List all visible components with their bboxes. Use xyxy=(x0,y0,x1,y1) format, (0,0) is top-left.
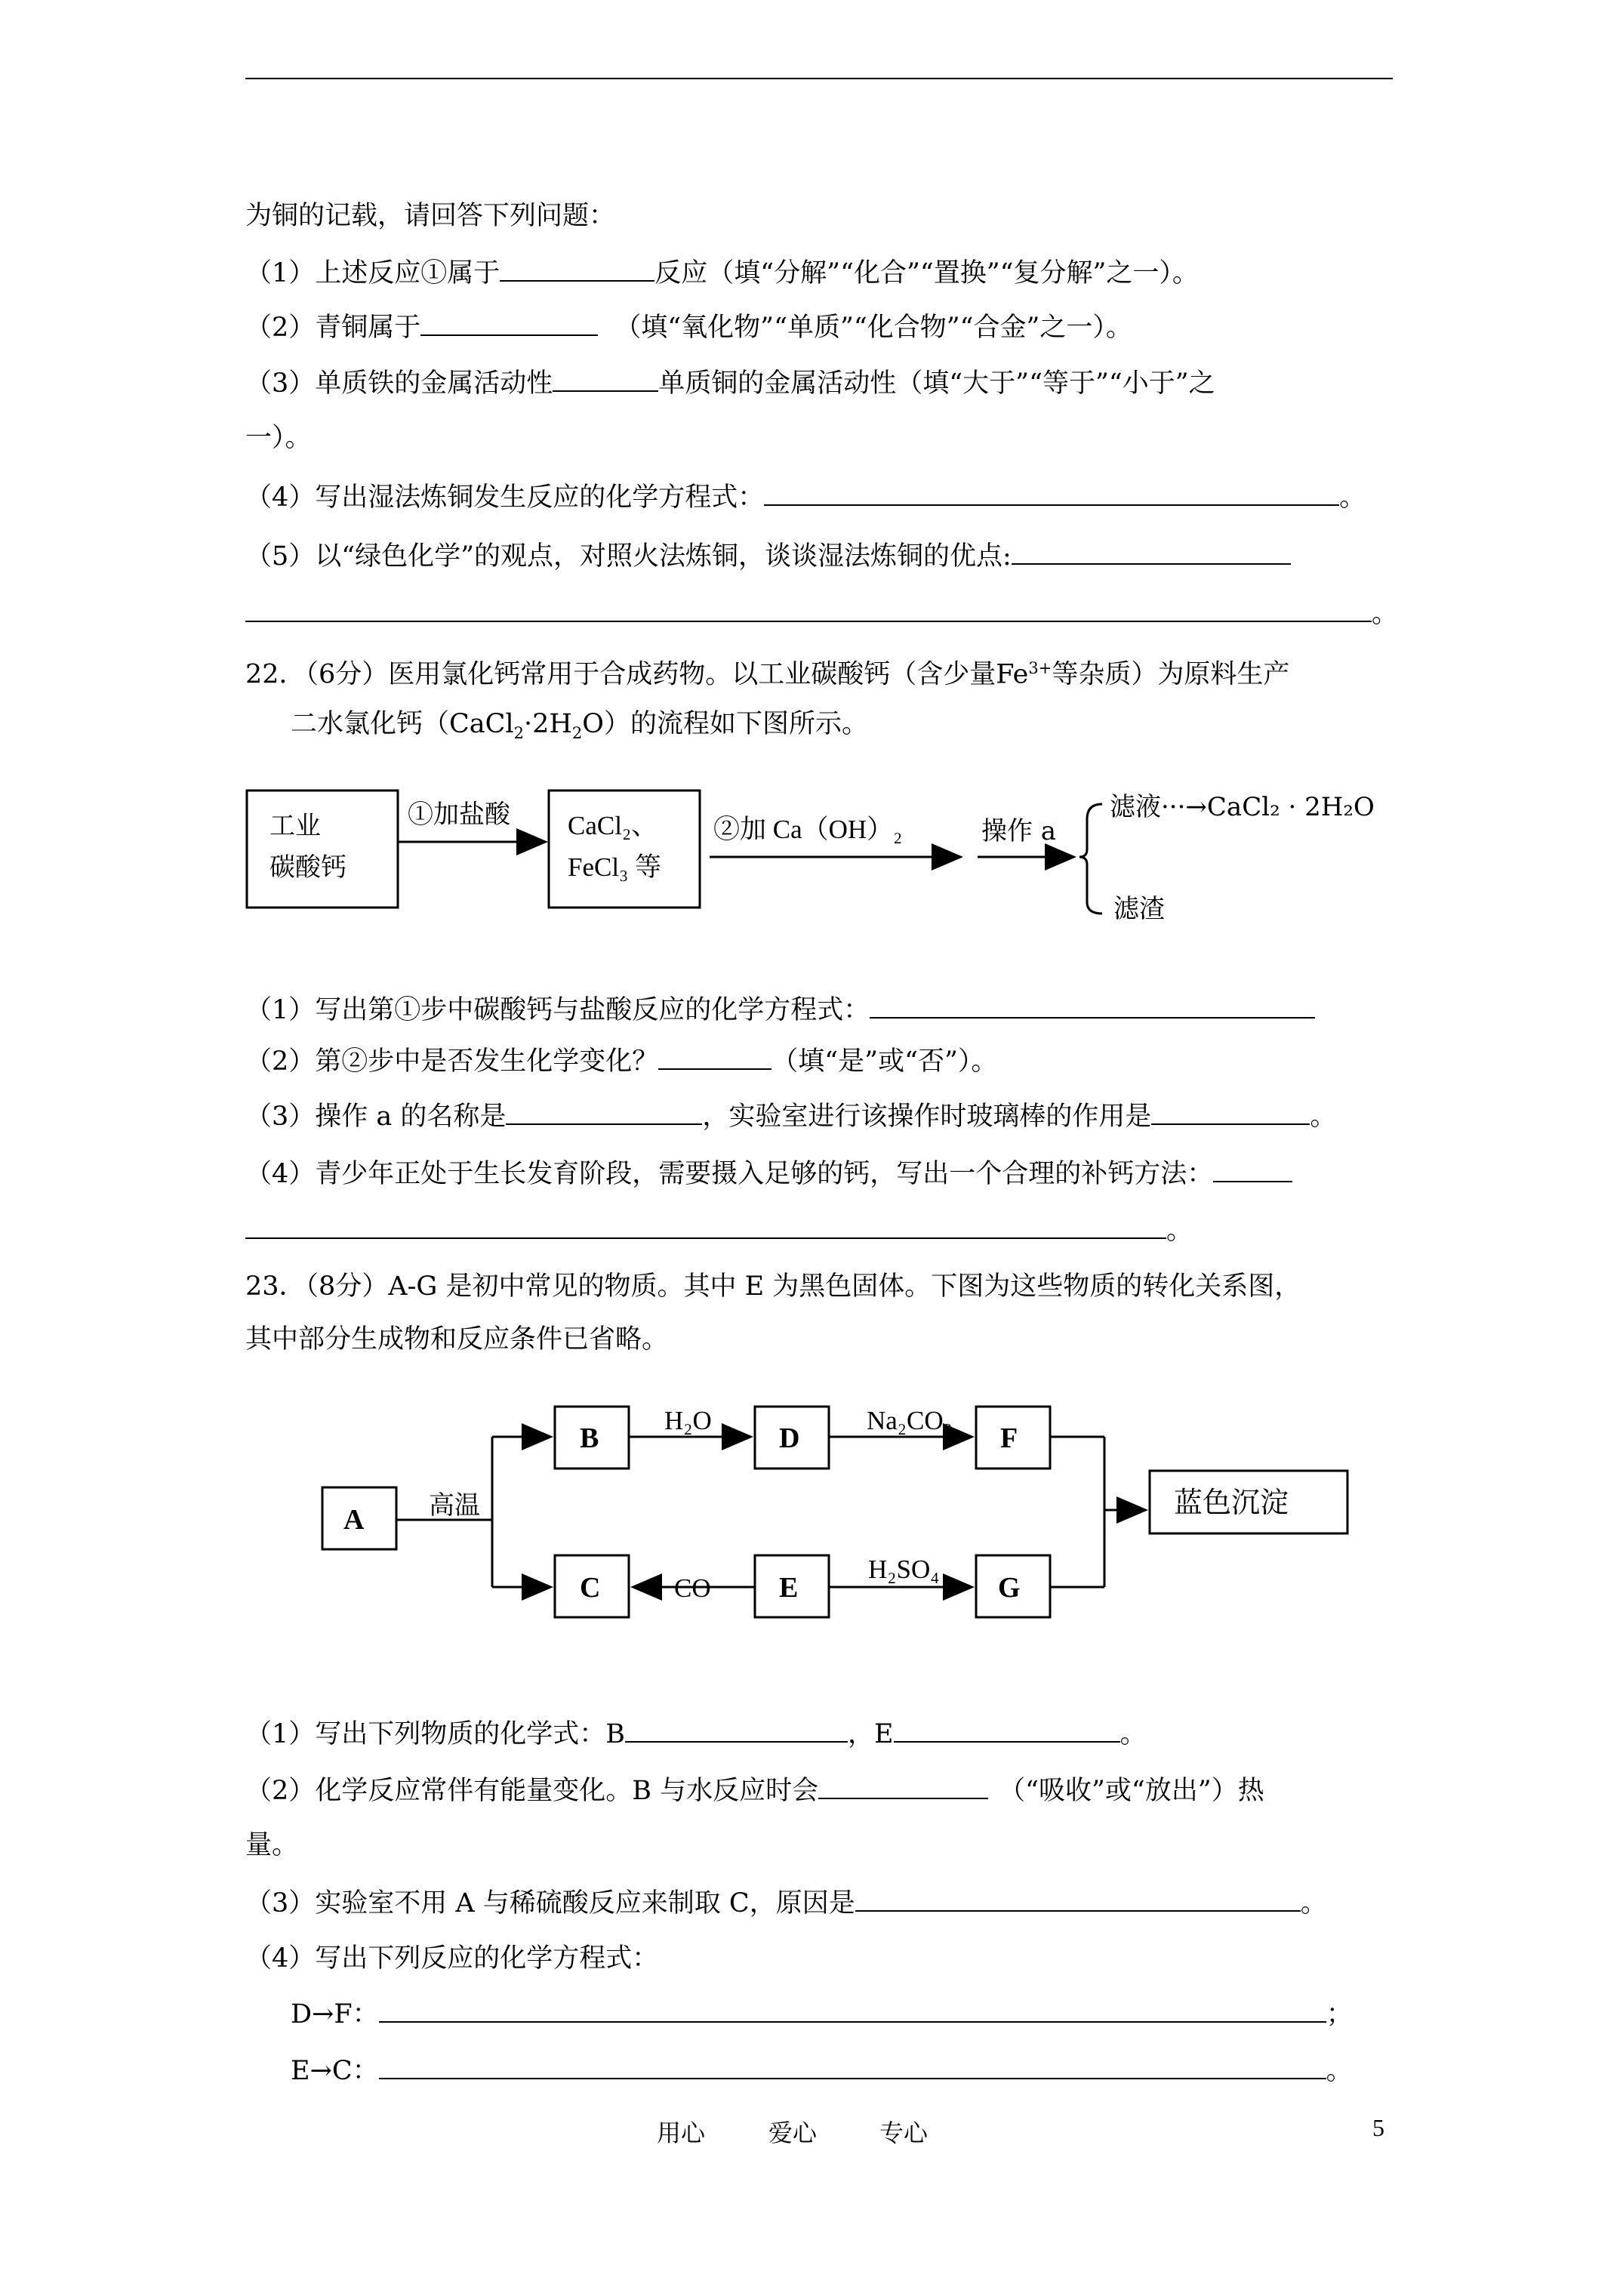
q23-4-df-label: D→F： xyxy=(291,1999,379,2029)
q23-2-prompt: （2）化学反应常伴有能量变化。B 与水反应时会 xyxy=(245,1776,819,1806)
q23-item2-cont xyxy=(245,1827,298,1863)
q23-4-ec-answer-blank[interactable] xyxy=(379,2052,1326,2079)
q22-2-suffix: （填“是”或“否”）。 xyxy=(771,1046,998,1077)
q23-2-suffix-cont: 量。 xyxy=(245,1830,299,1860)
q23-3-suffix: 。 xyxy=(1300,1888,1327,1918)
node-c-label: C xyxy=(580,1572,601,1604)
footer-text-1: 用心 xyxy=(657,2119,706,2147)
flow-box2-line2: FeCl₃ 等 xyxy=(568,852,662,882)
q22-heading-a: 22．（6分）医用氯化钙常用于合成药物。以工业碳酸钙（含少量Fe xyxy=(245,659,1029,690)
q22-heading2-sub1: 2 xyxy=(513,724,524,742)
q23-2-answer-blank[interactable] xyxy=(818,1772,988,1799)
flow-residue-label: 滤渣 xyxy=(1113,894,1165,924)
flow-box1-line2: 碳酸钙 xyxy=(269,852,346,883)
q23-4-ec-end: 。 xyxy=(1326,2056,1353,2086)
q21-5-suffix: 。 xyxy=(1372,599,1399,629)
q23-item3 xyxy=(245,1885,1327,1922)
q23-1-prompt: （1）写出下列物质的化学式：B xyxy=(245,1719,625,1749)
node-g-label: G xyxy=(998,1572,1021,1604)
flow-box1-line1: 工业 xyxy=(269,811,321,841)
q22-heading2-sub2: 2 xyxy=(571,724,583,742)
node-a-label: A xyxy=(343,1504,365,1536)
q21-4-prompt: （4）写出湿法炼铜发生反应的化学方程式： xyxy=(245,482,765,513)
node-result-label: 蓝色沉淀 xyxy=(1174,1486,1289,1519)
node-f-label: F xyxy=(1000,1422,1018,1454)
q21-4-suffix: 。 xyxy=(1339,482,1366,513)
q22-heading-sup: 3+ xyxy=(1028,659,1052,677)
q22-3-suffix: 。 xyxy=(1310,1102,1337,1132)
q23-4-df-end: ； xyxy=(1326,1999,1353,2029)
reagent-h2so4: H₂SO₄ xyxy=(868,1555,940,1584)
q21-2-prompt: （2）青铜属于 xyxy=(245,313,421,343)
q22-4-prompt: （4）青少年正处于生长发育阶段，需要摄入足够的钙，写出一个合理的补钙方法： xyxy=(245,1159,1214,1189)
q23-item1 xyxy=(245,1715,1147,1752)
q23-3-prompt: （3）实验室不用 A 与稀硫酸反应来制取 C，原因是 xyxy=(245,1888,855,1918)
q23-item4-ec xyxy=(291,2052,1353,2089)
q23-heading-1: 23．（8分）A-G 是初中常见的物质。其中 E 为黑色固体。下图为这些物质的转化关系图， xyxy=(245,1271,1301,1302)
q23-3-answer-blank[interactable] xyxy=(855,1885,1301,1912)
q23-2-suffix: （“吸收”或“放出”）热 xyxy=(999,1776,1264,1806)
q23-1-answer-blank-b[interactable] xyxy=(625,1715,848,1743)
intro-text-content: 为铜的记载，请回答下列问题： xyxy=(245,201,616,231)
q22-4-suffix: 。 xyxy=(1166,1216,1193,1246)
q23-4-prompt: （4）写出下列反应的化学方程式： xyxy=(245,1943,659,1974)
q23-4-ec-label: E→C： xyxy=(291,2056,379,2086)
reagent-h2o: H₂O xyxy=(664,1406,712,1435)
q23-1-middle: ，E xyxy=(848,1719,894,1749)
q23-4-df-answer-blank[interactable] xyxy=(379,1996,1326,2023)
node-d-label: D xyxy=(779,1422,800,1454)
q22-heading2-a: 二水氯化钙（CaCl xyxy=(291,709,514,739)
flow-box2-line1: CaCl₂、 xyxy=(568,811,658,840)
footer-text-3: 专心 xyxy=(879,2119,929,2147)
page-number: 5 xyxy=(1372,2114,1384,2141)
q21-3-suffix-cont: 一）。 xyxy=(245,423,312,453)
q22-1-prompt: （1）写出第①步中碳酸钙与盐酸反应的化学方程式： xyxy=(245,995,870,1025)
flow-step1-label: ①加盐酸 xyxy=(408,800,510,830)
q23-item4 xyxy=(245,1940,658,1977)
q22-heading2-c: O）的流程如下图所示。 xyxy=(582,709,868,739)
q23-1-answer-blank-e[interactable] xyxy=(894,1715,1120,1743)
q22-2-prompt: （2）第②步中是否发生化学变化？ xyxy=(245,1046,659,1077)
q23-item2 xyxy=(245,1772,1264,1809)
q23-1-suffix: 。 xyxy=(1119,1719,1147,1749)
reagent-na2co3: Na₂CO₃ xyxy=(867,1406,953,1435)
q21-2-suffix: （填“氧化物”“单质”“化合物”“合金”之一）。 xyxy=(614,313,1132,343)
flow-operation-label: 操作 a xyxy=(981,816,1057,846)
q23-heading-2-text: 其中部分生成物和反应条件已省略。 xyxy=(245,1324,669,1354)
q22-heading2-b: ·2H xyxy=(524,709,572,739)
flow-filtrate-label: 滤液···→CaCl₂ · 2H₂O xyxy=(1110,792,1375,822)
reagent-co: CO xyxy=(674,1573,711,1603)
footer-text-2: 爱心 xyxy=(768,2119,818,2147)
q21-3-prompt: （3）单质铁的金属活动性 xyxy=(245,368,553,399)
q21-5-prompt: （5）以“绿色化学”的观点，对照火法炼铜，谈谈湿法炼铜的优点: xyxy=(245,541,1012,572)
q22-3-middle: ，实验室进行该操作时玻璃棒的作用是 xyxy=(702,1102,1152,1132)
node-b-label: B xyxy=(580,1422,599,1454)
q23-item4-df xyxy=(291,1996,1353,2032)
q21-1-prompt: （1）上述反应①属于 xyxy=(245,258,500,288)
q21-1-suffix: 反应（填“分解”“化合”“置换”“复分解”之一）。 xyxy=(654,258,1199,288)
q22-3-prompt: （3）操作 a 的名称是 xyxy=(245,1102,507,1132)
condition-high-temp: 高温 xyxy=(429,1490,480,1521)
q22-heading-b: 等杂质）为原料生产 xyxy=(1052,659,1290,690)
node-e-label: E xyxy=(779,1572,799,1604)
flow-step2-label: ②加 Ca（OH）₂ xyxy=(713,815,903,844)
q21-3-suffix: 单质铜的金属活动性（填“大于”“等于”“小于”之 xyxy=(658,368,1215,399)
